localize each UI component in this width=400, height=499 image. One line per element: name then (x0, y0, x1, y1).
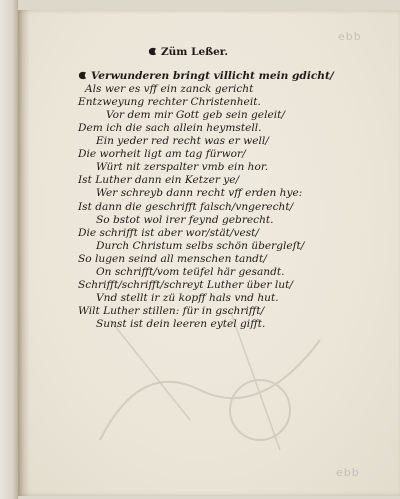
poem-line: On schrifft/vom teüfel här gesandt. (96, 265, 285, 278)
poem-line: So bstot wol irer feynd gebrecht. (96, 213, 274, 226)
poem-line: Würt nit zerspalter vmb ein hor. (96, 161, 269, 174)
poem-title (148, 46, 378, 59)
poem-text (78, 46, 378, 331)
spine-shadow (18, 10, 30, 496)
fleuron-icon (148, 47, 157, 56)
poem-line (78, 70, 378, 83)
poem-line: Ist dann die geschrifft falsch/vngerecht/ (78, 200, 294, 213)
poem-line: Ein yeder red recht was er well/ (96, 135, 269, 148)
poem-line: Die worheit ligt am tag fürwor/ (78, 148, 246, 161)
poem-line: Ist Luther dann ein Ketzer ye/ (78, 174, 240, 187)
facing-page-edge (0, 0, 18, 499)
poem-line: Als wer es vff ein zanck gericht (85, 83, 254, 96)
poem-line: Vnd stellt ir zü kopff hals vnd hut. (96, 291, 279, 304)
poem-line: Sunst ist dein leeren eytel gifft. (96, 317, 266, 330)
poem-line: Wer schreyb dann recht vff erden hye: (96, 187, 303, 200)
poem-line-text: Verwunderen bringt villicht mein gdicht/ (91, 70, 334, 83)
poem-title-text: Züm Leßer. (161, 46, 229, 58)
poem-line: Vor dem mir Gott geb sein geleit/ (106, 109, 285, 122)
watermark-top: ebb (338, 30, 362, 43)
poem-line: Schrifft/schrifft/schreyt Luther über lut/ (78, 278, 293, 291)
poem-line: Durch Christum selbs schön übergleſt/ (96, 239, 305, 252)
poem-line: Wilt Luther stillen: für in gschrifft/ (78, 304, 265, 317)
fleuron-icon (78, 71, 87, 80)
poem-line: Dem ich die sach allein heymstell. (78, 122, 262, 135)
poem-line: So lugen seind all menschen tandt/ (78, 252, 267, 265)
poem-line: Entzweyung rechter Christenheit. (78, 96, 261, 109)
poem-line: Die schrifft ist aber wor/stät/vest/ (78, 226, 259, 239)
watermark-bottom: ebb (336, 466, 360, 479)
